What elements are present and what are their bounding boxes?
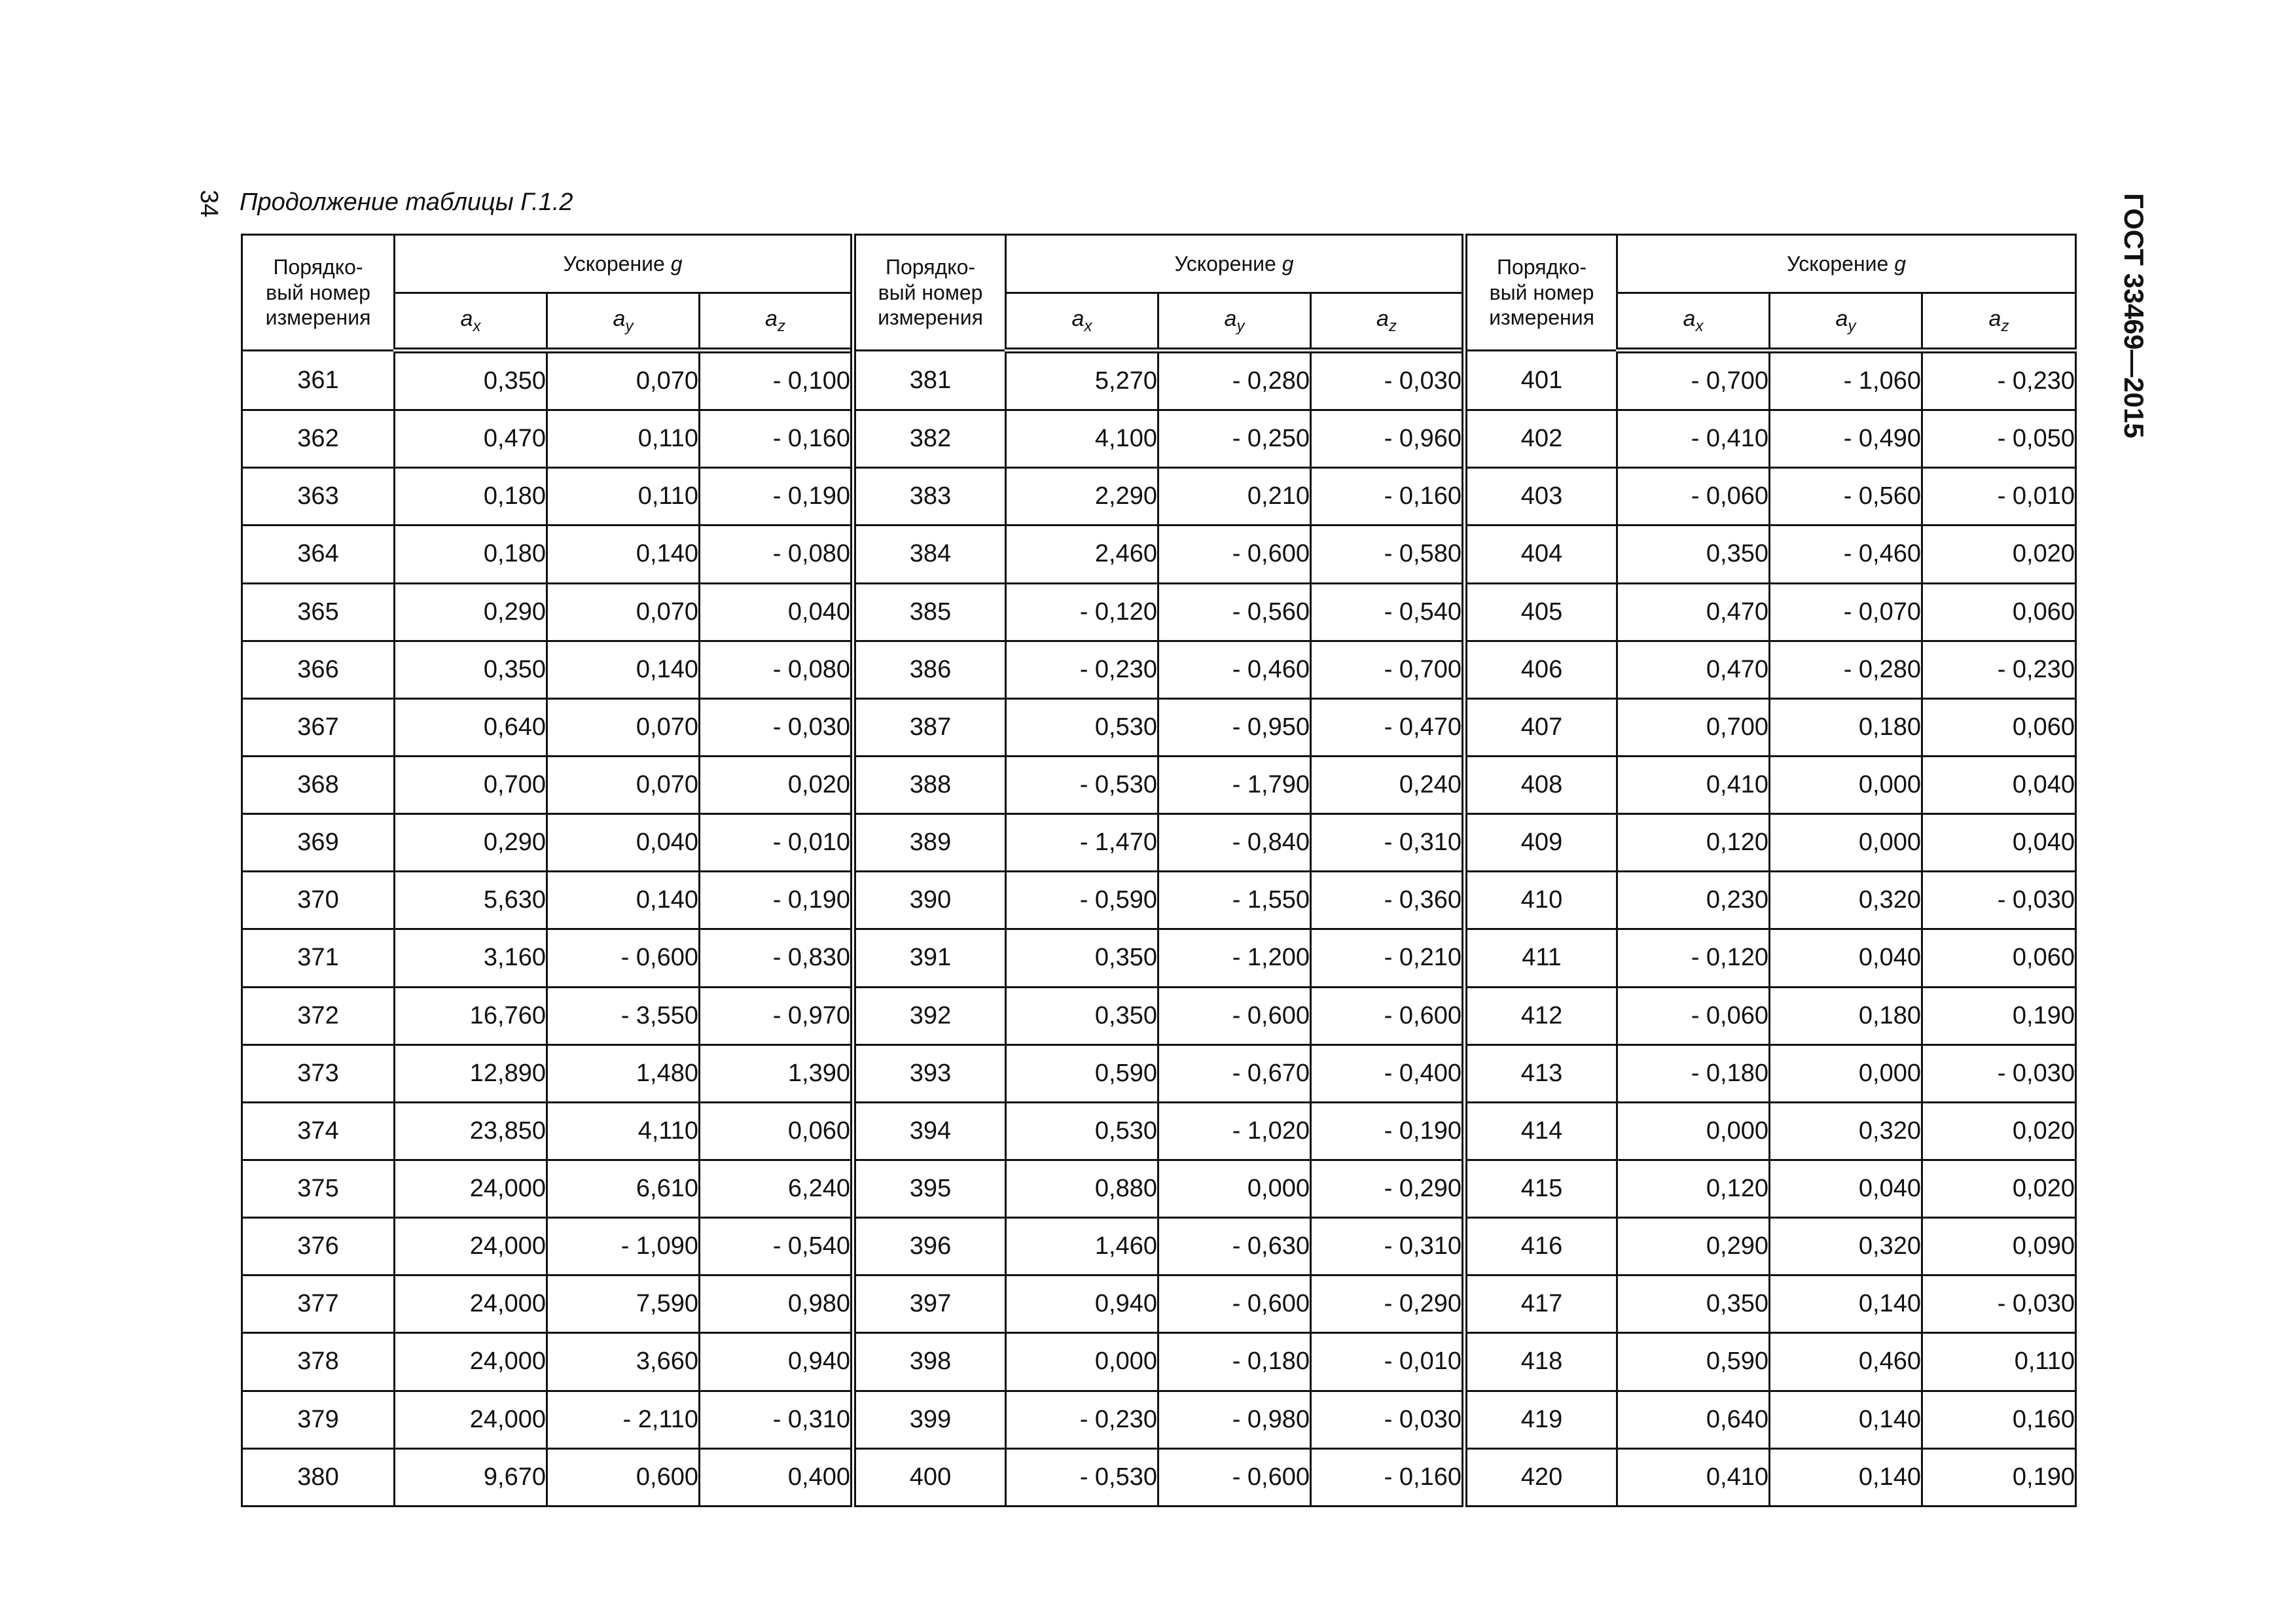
acceleration-y-cell: - 0,460 <box>1158 641 1311 698</box>
table-row <box>242 756 2076 813</box>
table-row <box>242 1448 2076 1506</box>
acceleration-z-cell: - 0,010 <box>700 814 853 872</box>
acceleration-x-cell: 0,590 <box>1617 1333 1770 1391</box>
measure-number-cell: 399 <box>853 1391 1006 1448</box>
acceleration-unit: g <box>1894 251 1906 276</box>
acceleration-x-cell: 0,180 <box>395 468 547 526</box>
acceleration-x-cell: 0,700 <box>1617 698 1770 756</box>
acceleration-z-cell: - 0,190 <box>1311 1102 1465 1160</box>
axis-header-z: $a_z$ <box>1922 293 2076 351</box>
acceleration-y-cell: - 0,600 <box>1158 1448 1311 1506</box>
acceleration-x-cell: 1,460 <box>1006 1218 1158 1275</box>
acceleration-z-cell: - 0,030 <box>1922 1044 2076 1102</box>
acceleration-z-cell: - 0,360 <box>1311 872 1465 929</box>
acceleration-x-cell: 0,410 <box>1617 756 1770 813</box>
header-label-line: вый номер <box>878 280 983 304</box>
acceleration-y-cell: 1,480 <box>547 1044 700 1102</box>
header-label-line: измерения <box>265 306 371 330</box>
table-row <box>242 583 2076 641</box>
acceleration-z-cell: - 0,190 <box>700 872 853 929</box>
acceleration-y-cell: 0,040 <box>1770 1160 1922 1217</box>
acceleration-header <box>1617 235 2076 293</box>
measure-number-cell: 409 <box>1465 814 1617 872</box>
table-row <box>242 698 2076 756</box>
measure-number-cell: 375 <box>242 1160 395 1217</box>
measure-number-cell: 392 <box>853 987 1006 1044</box>
acceleration-y-cell: 0,000 <box>1770 814 1922 872</box>
acceleration-z-cell: - 0,030 <box>1311 351 1465 410</box>
acceleration-z-cell: 0,090 <box>1922 1218 2076 1275</box>
acceleration-y-cell: - 1,060 <box>1770 351 1922 410</box>
acceleration-x-cell: 0,700 <box>395 756 547 813</box>
table-row <box>242 410 2076 468</box>
acceleration-y-cell: 0,110 <box>547 410 700 468</box>
table-row <box>242 987 2076 1044</box>
acceleration-header <box>1006 235 1465 293</box>
table-row <box>242 929 2076 987</box>
acceleration-x-cell: - 1,470 <box>1006 814 1158 872</box>
measure-number-cell: 365 <box>242 583 395 641</box>
acceleration-z-cell: - 0,160 <box>700 410 853 468</box>
acceleration-x-cell: - 0,230 <box>1006 641 1158 698</box>
acceleration-x-cell: 0,350 <box>1617 526 1770 583</box>
acceleration-z-cell: 6,240 <box>700 1160 853 1217</box>
acceleration-z-cell: - 0,160 <box>1311 1448 1465 1506</box>
acceleration-z-cell: - 0,160 <box>1311 468 1465 526</box>
acceleration-x-cell: 0,000 <box>1006 1333 1158 1391</box>
acceleration-z-cell: - 0,960 <box>1311 410 1465 468</box>
axis-header-z: $a_z$ <box>700 293 853 351</box>
acceleration-x-cell: 0,470 <box>1617 583 1770 641</box>
measure-number-cell: 386 <box>853 641 1006 698</box>
measure-number-cell: 416 <box>1465 1218 1617 1275</box>
measure-number-cell: 397 <box>853 1275 1006 1333</box>
acceleration-x-cell: 24,000 <box>395 1160 547 1217</box>
acceleration-x-cell: 0,120 <box>1617 814 1770 872</box>
acceleration-y-cell: - 0,280 <box>1770 641 1922 698</box>
acceleration-y-cell: 3,660 <box>547 1333 700 1391</box>
measure-number-cell: 390 <box>853 872 1006 929</box>
measure-number-cell: 404 <box>1465 526 1617 583</box>
acceleration-x-cell: 0,350 <box>1617 1275 1770 1333</box>
acceleration-z-cell: - 0,230 <box>1922 641 2076 698</box>
acceleration-z-cell: 0,040 <box>700 583 853 641</box>
axis-header-y: $a_y$ <box>547 293 700 351</box>
acceleration-z-cell: - 0,400 <box>1311 1044 1465 1102</box>
measure-number-cell: 368 <box>242 756 395 813</box>
table-row <box>242 1044 2076 1102</box>
table-row <box>242 872 2076 929</box>
header-label-line: вый номер <box>266 280 370 304</box>
acceleration-z-cell: 0,190 <box>1922 987 2076 1044</box>
acceleration-y-cell: 4,110 <box>547 1102 700 1160</box>
acceleration-z-cell: - 0,310 <box>1311 814 1465 872</box>
measure-number-cell: 388 <box>853 756 1006 813</box>
measure-number-cell: 408 <box>1465 756 1617 813</box>
acceleration-x-cell: 16,760 <box>395 987 547 1044</box>
header-label-line: вый номер <box>1489 280 1594 304</box>
acceleration-y-cell: - 0,460 <box>1770 526 1922 583</box>
acceleration-y-cell: - 0,600 <box>547 929 700 987</box>
acceleration-y-cell: - 0,630 <box>1158 1218 1311 1275</box>
table-row <box>242 1391 2076 1448</box>
measure-number-cell: 381 <box>853 351 1006 410</box>
acceleration-z-cell: - 0,050 <box>1922 410 2076 468</box>
measure-number-cell: 371 <box>242 929 395 987</box>
acceleration-y-cell: 0,040 <box>1770 929 1922 987</box>
acceleration-x-cell: 0,290 <box>1617 1218 1770 1275</box>
measure-number-cell: 403 <box>1465 468 1617 526</box>
acceleration-y-cell: 0,000 <box>1770 1044 1922 1102</box>
acceleration-x-cell: 0,940 <box>1006 1275 1158 1333</box>
acceleration-y-cell: 0,140 <box>1770 1275 1922 1333</box>
table-row <box>242 526 2076 583</box>
measure-number-cell: 389 <box>853 814 1006 872</box>
acceleration-z-cell: - 0,540 <box>700 1218 853 1275</box>
acceleration-z-cell: 0,060 <box>1922 929 2076 987</box>
measure-number-cell: 364 <box>242 526 395 583</box>
acceleration-y-cell: 0,180 <box>1770 698 1922 756</box>
acceleration-z-cell: - 0,600 <box>1311 987 1465 1044</box>
measure-number-cell: 402 <box>1465 410 1617 468</box>
acceleration-x-cell: 0,530 <box>1006 698 1158 756</box>
acceleration-y-cell: - 1,790 <box>1158 756 1311 813</box>
measure-number-cell: 382 <box>853 410 1006 468</box>
header-label-line: Порядко- <box>273 255 363 279</box>
acceleration-z-cell: 0,060 <box>1922 583 2076 641</box>
measure-number-cell: 395 <box>853 1160 1006 1217</box>
acceleration-z-cell: 0,190 <box>1922 1448 2076 1506</box>
acceleration-x-cell: - 0,120 <box>1006 583 1158 641</box>
acceleration-y-cell: 0,320 <box>1770 872 1922 929</box>
acceleration-y-cell: - 0,600 <box>1158 526 1311 583</box>
acceleration-x-cell: - 0,530 <box>1006 1448 1158 1506</box>
acceleration-y-cell: - 0,250 <box>1158 410 1311 468</box>
measure-number-cell: 378 <box>242 1333 395 1391</box>
acceleration-y-cell: - 0,560 <box>1770 468 1922 526</box>
acceleration-z-cell: 0,060 <box>700 1102 853 1160</box>
measure-number-header <box>1465 235 1617 351</box>
measure-number-cell: 405 <box>1465 583 1617 641</box>
acceleration-x-cell: 0,410 <box>1617 1448 1770 1506</box>
acceleration-z-cell: - 0,080 <box>700 526 853 583</box>
axis-header-x: $a_x$ <box>1006 293 1158 351</box>
axis-header-y: $a_y$ <box>1770 293 1922 351</box>
acceleration-z-cell: - 0,470 <box>1311 698 1465 756</box>
acceleration-z-cell: 0,940 <box>700 1333 853 1391</box>
header-label-line: измерения <box>878 306 983 330</box>
measure-number-cell: 383 <box>853 468 1006 526</box>
acceleration-x-cell: 0,470 <box>395 410 547 468</box>
acceleration-y-cell: 6,610 <box>547 1160 700 1217</box>
header-label-line: Порядко- <box>1496 255 1587 279</box>
acceleration-label: Ускорение <box>1174 251 1282 276</box>
acceleration-x-cell: 0,880 <box>1006 1160 1158 1217</box>
axis-header-x: $a_x$ <box>395 293 547 351</box>
acceleration-y-cell: 7,590 <box>547 1275 700 1333</box>
measure-number-cell: 362 <box>242 410 395 468</box>
acceleration-x-cell: 2,290 <box>1006 468 1158 526</box>
table-row <box>242 1160 2076 1217</box>
acceleration-x-cell: 0,640 <box>395 698 547 756</box>
acceleration-y-cell: - 0,180 <box>1158 1333 1311 1391</box>
acceleration-y-cell: - 0,670 <box>1158 1044 1311 1102</box>
acceleration-x-cell: 4,100 <box>1006 410 1158 468</box>
acceleration-z-cell: - 0,290 <box>1311 1160 1465 1217</box>
acceleration-y-cell: - 1,550 <box>1158 872 1311 929</box>
acceleration-y-cell: 0,070 <box>547 351 700 410</box>
acceleration-y-cell: 0,320 <box>1770 1218 1922 1275</box>
acceleration-z-cell: - 0,100 <box>700 351 853 410</box>
acceleration-y-cell: - 1,020 <box>1158 1102 1311 1160</box>
acceleration-y-cell: 0,140 <box>1770 1448 1922 1506</box>
acceleration-y-cell: 0,320 <box>1770 1102 1922 1160</box>
measure-number-cell: 385 <box>853 583 1006 641</box>
acceleration-y-cell: 0,110 <box>547 468 700 526</box>
acceleration-x-cell: 0,000 <box>1617 1102 1770 1160</box>
acceleration-y-cell: 0,210 <box>1158 468 1311 526</box>
acceleration-z-cell: 1,390 <box>700 1044 853 1102</box>
acceleration-z-cell: - 0,230 <box>1922 351 2076 410</box>
measure-number-cell: 363 <box>242 468 395 526</box>
measure-number-cell: 406 <box>1465 641 1617 698</box>
acceleration-y-cell: - 0,980 <box>1158 1391 1311 1448</box>
acceleration-z-cell: - 0,540 <box>1311 583 1465 641</box>
acceleration-unit: g <box>1282 251 1294 276</box>
document-code: ГОСТ 33469—2015 <box>2119 193 2149 438</box>
acceleration-z-cell: - 0,190 <box>700 468 853 526</box>
measure-number-cell: 387 <box>853 698 1006 756</box>
measure-number-cell: 420 <box>1465 1448 1617 1506</box>
acceleration-x-cell: 0,350 <box>1006 987 1158 1044</box>
acceleration-x-cell: - 0,180 <box>1617 1044 1770 1102</box>
acceleration-z-cell: 0,110 <box>1922 1333 2076 1391</box>
acceleration-header <box>395 235 853 293</box>
measure-number-cell: 412 <box>1465 987 1617 1044</box>
acceleration-y-cell: - 0,070 <box>1770 583 1922 641</box>
measure-number-cell: 384 <box>853 526 1006 583</box>
acceleration-x-cell: 2,460 <box>1006 526 1158 583</box>
acceleration-x-cell: - 0,590 <box>1006 872 1158 929</box>
acceleration-z-cell: 0,980 <box>700 1275 853 1333</box>
acceleration-z-cell: 0,020 <box>700 756 853 813</box>
measure-number-header <box>242 235 395 351</box>
table-row <box>242 351 2076 410</box>
measure-number-cell: 380 <box>242 1448 395 1506</box>
measure-number-cell: 417 <box>1465 1275 1617 1333</box>
acceleration-y-cell: 0,070 <box>547 698 700 756</box>
acceleration-table <box>241 234 2077 1507</box>
acceleration-y-cell: - 0,840 <box>1158 814 1311 872</box>
measure-number-cell: 419 <box>1465 1391 1617 1448</box>
acceleration-y-cell: 0,140 <box>1770 1391 1922 1448</box>
measure-number-cell: 373 <box>242 1044 395 1102</box>
acceleration-x-cell: 0,530 <box>1006 1102 1158 1160</box>
measure-number-cell: 376 <box>242 1218 395 1275</box>
measure-number-cell: 391 <box>853 929 1006 987</box>
acceleration-z-cell: - 0,700 <box>1311 641 1465 698</box>
axis-header-y: $a_y$ <box>1158 293 1311 351</box>
acceleration-z-cell: - 0,290 <box>1311 1275 1465 1333</box>
acceleration-y-cell: - 0,600 <box>1158 1275 1311 1333</box>
acceleration-y-cell: - 0,280 <box>1158 351 1311 410</box>
table-row <box>242 468 2076 526</box>
axis-header-x: $a_x$ <box>1617 293 1770 351</box>
acceleration-z-cell: - 0,310 <box>700 1391 853 1448</box>
acceleration-z-cell: - 0,830 <box>700 929 853 987</box>
acceleration-x-cell: 24,000 <box>395 1275 547 1333</box>
measure-number-cell: 361 <box>242 351 395 410</box>
page-number: 34 <box>195 190 223 218</box>
measure-number-cell: 414 <box>1465 1102 1617 1160</box>
measure-number-cell: 367 <box>242 698 395 756</box>
acceleration-x-cell: - 0,230 <box>1006 1391 1158 1448</box>
acceleration-y-cell: - 0,490 <box>1770 410 1922 468</box>
measure-number-cell: 398 <box>853 1333 1006 1391</box>
measure-number-cell: 400 <box>853 1448 1006 1506</box>
acceleration-y-cell: 0,140 <box>547 641 700 698</box>
acceleration-x-cell: 0,120 <box>1617 1160 1770 1217</box>
acceleration-x-cell: - 0,530 <box>1006 756 1158 813</box>
acceleration-x-cell: 0,290 <box>395 814 547 872</box>
table-caption: Продолжение таблицы Г.1.2 <box>240 188 573 216</box>
acceleration-x-cell: 24,000 <box>395 1333 547 1391</box>
acceleration-label: Ускорение <box>563 251 671 276</box>
acceleration-z-cell: 0,240 <box>1311 756 1465 813</box>
acceleration-x-cell: 0,290 <box>395 583 547 641</box>
measure-number-header <box>853 235 1006 351</box>
measure-number-cell: 415 <box>1465 1160 1617 1217</box>
acceleration-x-cell: 0,180 <box>395 526 547 583</box>
acceleration-x-cell: - 0,700 <box>1617 351 1770 410</box>
acceleration-z-cell: - 0,080 <box>700 641 853 698</box>
acceleration-z-cell: - 0,010 <box>1922 468 2076 526</box>
acceleration-y-cell: - 0,600 <box>1158 987 1311 1044</box>
acceleration-y-cell: 0,140 <box>547 526 700 583</box>
acceleration-y-cell: 0,600 <box>547 1448 700 1506</box>
acceleration-y-cell: 0,000 <box>1770 756 1922 813</box>
acceleration-z-cell: - 0,010 <box>1311 1333 1465 1391</box>
acceleration-z-cell: 0,400 <box>700 1448 853 1506</box>
measure-number-cell: 377 <box>242 1275 395 1333</box>
acceleration-z-cell: - 0,310 <box>1311 1218 1465 1275</box>
table-row <box>242 1333 2076 1391</box>
acceleration-unit: g <box>670 251 683 276</box>
acceleration-z-cell: - 0,030 <box>1922 1275 2076 1333</box>
acceleration-x-cell: 0,640 <box>1617 1391 1770 1448</box>
measure-number-cell: 370 <box>242 872 395 929</box>
acceleration-x-cell: 5,270 <box>1006 351 1158 410</box>
acceleration-x-cell: 9,670 <box>395 1448 547 1506</box>
acceleration-y-cell: - 0,950 <box>1158 698 1311 756</box>
acceleration-z-cell: - 0,210 <box>1311 929 1465 987</box>
measure-number-cell: 411 <box>1465 929 1617 987</box>
acceleration-x-cell: 24,000 <box>395 1218 547 1275</box>
acceleration-x-cell: - 0,060 <box>1617 987 1770 1044</box>
table-row <box>242 641 2076 698</box>
acceleration-y-cell: 0,000 <box>1158 1160 1311 1217</box>
acceleration-z-cell: 0,040 <box>1922 756 2076 813</box>
measure-number-cell: 401 <box>1465 351 1617 410</box>
measure-number-cell: 366 <box>242 641 395 698</box>
acceleration-z-cell: - 0,030 <box>1311 1391 1465 1448</box>
acceleration-x-cell: 0,350 <box>1006 929 1158 987</box>
header-label-line: Порядко- <box>885 255 976 279</box>
measure-number-cell: 413 <box>1465 1044 1617 1102</box>
acceleration-x-cell: 5,630 <box>395 872 547 929</box>
acceleration-y-cell: 0,140 <box>547 872 700 929</box>
table-row <box>242 1218 2076 1275</box>
acceleration-x-cell: - 0,410 <box>1617 410 1770 468</box>
acceleration-y-cell: - 0,560 <box>1158 583 1311 641</box>
table-row <box>242 1275 2076 1333</box>
acceleration-z-cell: - 0,970 <box>700 987 853 1044</box>
header-label-line: измерения <box>1489 306 1594 330</box>
acceleration-label: Ускорение <box>1787 251 1895 276</box>
acceleration-y-cell: - 1,090 <box>547 1218 700 1275</box>
measure-number-cell: 379 <box>242 1391 395 1448</box>
acceleration-x-cell: 0,350 <box>395 641 547 698</box>
acceleration-x-cell: 12,890 <box>395 1044 547 1102</box>
acceleration-y-cell: 0,460 <box>1770 1333 1922 1391</box>
acceleration-y-cell: - 1,200 <box>1158 929 1311 987</box>
acceleration-z-cell: - 0,580 <box>1311 526 1465 583</box>
acceleration-y-cell: - 2,110 <box>547 1391 700 1448</box>
acceleration-x-cell: 0,230 <box>1617 872 1770 929</box>
acceleration-x-cell: 23,850 <box>395 1102 547 1160</box>
acceleration-x-cell: 3,160 <box>395 929 547 987</box>
acceleration-x-cell: - 0,120 <box>1617 929 1770 987</box>
acceleration-z-cell: 0,160 <box>1922 1391 2076 1448</box>
acceleration-x-cell: - 0,060 <box>1617 468 1770 526</box>
measure-number-cell: 394 <box>853 1102 1006 1160</box>
acceleration-z-cell: 0,020 <box>1922 526 2076 583</box>
acceleration-x-cell: 0,350 <box>395 351 547 410</box>
acceleration-y-cell: 0,070 <box>547 583 700 641</box>
acceleration-z-cell: - 0,030 <box>700 698 853 756</box>
measure-number-cell: 407 <box>1465 698 1617 756</box>
acceleration-x-cell: 0,470 <box>1617 641 1770 698</box>
acceleration-y-cell: - 3,550 <box>547 987 700 1044</box>
measure-number-cell: 369 <box>242 814 395 872</box>
measure-number-cell: 410 <box>1465 872 1617 929</box>
acceleration-y-cell: 0,180 <box>1770 987 1922 1044</box>
measure-number-cell: 418 <box>1465 1333 1617 1391</box>
measure-number-cell: 374 <box>242 1102 395 1160</box>
acceleration-z-cell: 0,040 <box>1922 814 2076 872</box>
measure-number-cell: 372 <box>242 987 395 1044</box>
acceleration-y-cell: 0,040 <box>547 814 700 872</box>
acceleration-x-cell: 0,590 <box>1006 1044 1158 1102</box>
table-row <box>242 1102 2076 1160</box>
acceleration-z-cell: 0,020 <box>1922 1102 2076 1160</box>
acceleration-y-cell: 0,070 <box>547 756 700 813</box>
acceleration-z-cell: 0,020 <box>1922 1160 2076 1217</box>
measure-number-cell: 396 <box>853 1218 1006 1275</box>
axis-header-z: $a_z$ <box>1311 293 1465 351</box>
acceleration-x-cell: 24,000 <box>395 1391 547 1448</box>
measure-number-cell: 393 <box>853 1044 1006 1102</box>
acceleration-z-cell: - 0,030 <box>1922 872 2076 929</box>
acceleration-z-cell: 0,060 <box>1922 698 2076 756</box>
table-row <box>242 814 2076 872</box>
